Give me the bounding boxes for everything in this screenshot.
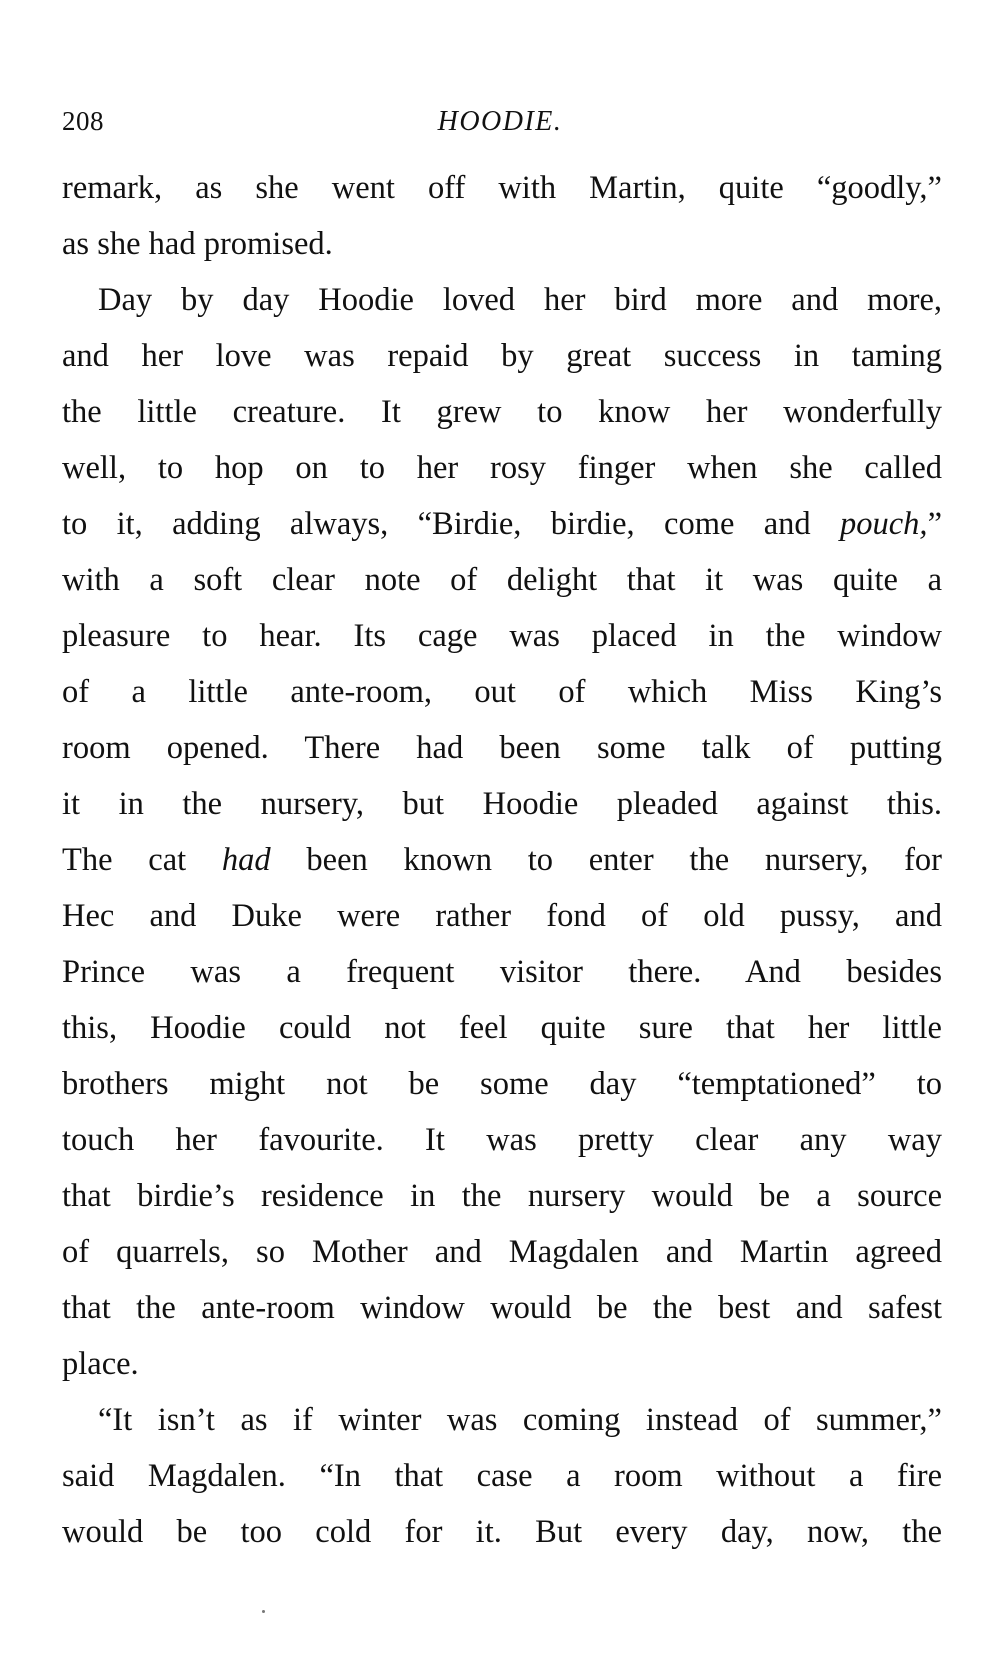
- page-header: [62, 106, 938, 146]
- line-segment: pleasure to hear. Its cage was placed in the window: [62, 618, 942, 654]
- text-line: [62, 440, 942, 496]
- line-segment: brothers might not be some day “temptationed” to: [62, 1066, 942, 1102]
- paper-speck: [262, 1610, 265, 1613]
- text-line: [62, 216, 942, 272]
- line-segment: Hec and Duke were rather fond of old pussy, and: [62, 898, 942, 934]
- line-segment: The cat: [62, 842, 222, 878]
- text-line: [62, 272, 942, 328]
- line-segment: this, Hoodie could not feel quite sure that her little: [62, 1010, 942, 1046]
- text-line: [62, 944, 942, 1000]
- line-segment: room opened. There had been some talk of putting: [62, 730, 942, 766]
- text-line: [62, 1168, 942, 1224]
- line-segment: that birdie’s residence in the nursery would be a source: [62, 1178, 942, 1214]
- line-segment: would be too cold for it. But every day, now, the: [62, 1514, 942, 1550]
- line-segment: and her love was repaid by great success in taming: [62, 338, 942, 374]
- text-line: [62, 888, 942, 944]
- line-segment: ”: [927, 506, 942, 542]
- line-segment: as she had promised.: [62, 226, 333, 262]
- line-segment: with a soft clear note of delight that it was quite a: [62, 562, 942, 598]
- line-segment: well, to hop on to her rosy finger when she called: [62, 450, 942, 486]
- text-line: [62, 776, 942, 832]
- text-line: [62, 1448, 942, 1504]
- italic-word: pouch,: [840, 506, 928, 542]
- text-line: [62, 328, 942, 384]
- line-segment: the little creature. It grew to know her wonderfully: [62, 394, 942, 430]
- text-line: [62, 1336, 942, 1392]
- line-segment: place.: [62, 1346, 139, 1382]
- line-segment: it in the nursery, but Hoodie pleaded against this.: [62, 786, 942, 822]
- line-segment: been known to enter the nursery, for: [270, 842, 942, 878]
- italic-word: had: [221, 842, 271, 878]
- text-line: [62, 160, 942, 216]
- line-segment: touch her favourite. It was pretty clear any way: [62, 1122, 942, 1158]
- text-line: [62, 1056, 942, 1112]
- line-segment: of a little ante-room, out of which Miss King’s: [62, 674, 942, 710]
- text-line: [62, 832, 942, 888]
- running-head: HOODIE.: [437, 106, 563, 137]
- text-line: [62, 1000, 942, 1056]
- line-segment: of quarrels, so Mother and Magdalen and Martin agreed: [62, 1234, 942, 1270]
- text-line: [62, 1280, 942, 1336]
- text-line: [62, 1224, 942, 1280]
- line-segment: “It isn’t as if winter was coming instead of summer,”: [98, 1402, 942, 1438]
- text-line: [62, 608, 942, 664]
- text-line: [62, 496, 942, 552]
- text-line: [62, 552, 942, 608]
- text-line: [62, 1504, 942, 1560]
- line-segment: Prince was a frequent visitor there. And besides: [62, 954, 942, 990]
- line-segment: to it, adding always, “Birdie, birdie, come and: [62, 506, 840, 542]
- text-line: [62, 1392, 942, 1448]
- line-segment: said Magdalen. “In that case a room without a fire: [62, 1458, 942, 1494]
- text-line: [62, 1112, 942, 1168]
- body-text: [62, 160, 942, 1560]
- page-number: 208: [62, 106, 104, 136]
- text-line: [62, 720, 942, 776]
- text-line: [62, 384, 942, 440]
- line-segment: that the ante-room window would be the best and safest: [62, 1290, 942, 1326]
- line-segment: remark, as she went off with Martin, quite “goodly,”: [62, 170, 942, 206]
- text-line: [62, 664, 942, 720]
- line-segment: Day by day Hoodie loved her bird more and more,: [98, 282, 942, 318]
